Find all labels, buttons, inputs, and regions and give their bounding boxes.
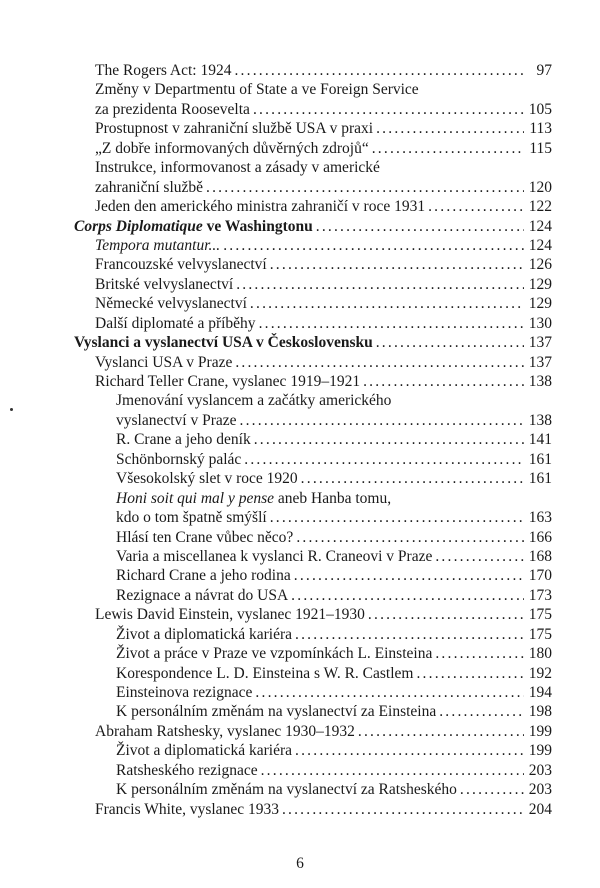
- toc-entry-title-text: Vyslanci USA v Praze: [95, 353, 233, 371]
- toc-entry-title-text: Richard Teller Crane, vyslanec 1919–1921: [95, 373, 361, 390]
- toc-entry: [95, 722, 552, 741]
- toc-dot-leader: [296, 528, 524, 547]
- toc-page-number: 137: [528, 353, 552, 371]
- toc-dot-leader: [372, 139, 524, 158]
- toc-dot-leader: [240, 411, 524, 430]
- toc-entry-title: [95, 722, 355, 741]
- toc-entry-title: [95, 275, 233, 294]
- toc-entry: [116, 761, 552, 780]
- toc-page-number: 175: [528, 625, 552, 643]
- toc-entry: [95, 294, 552, 313]
- toc-entry: [95, 178, 552, 197]
- toc-entry: [116, 566, 552, 585]
- toc-dot-leader: [368, 605, 524, 624]
- toc-entry: [95, 372, 552, 391]
- toc-entry-title-text: R. Crane a jeho deník: [116, 431, 251, 449]
- toc-entry-title: [95, 372, 360, 391]
- toc-row: [0, 508, 600, 527]
- toc-page-number: 161: [528, 450, 552, 468]
- toc-entry-title: [116, 528, 293, 547]
- toc-row: [0, 586, 600, 605]
- toc-row: [0, 722, 600, 741]
- toc-dot-leader: [376, 333, 524, 352]
- toc-page-number: 129: [528, 275, 552, 293]
- toc-entry-title-text: kdo o tom špatně smýšlí: [116, 509, 267, 527]
- toc-entry-title-text: K personálním změnám na vyslanectví za Einsteina: [116, 703, 437, 721]
- toc-entry: [95, 61, 552, 80]
- toc-dot-leader: [291, 586, 524, 605]
- toc-row: [0, 664, 600, 683]
- toc-page-number: 168: [528, 547, 552, 565]
- toc-entry-title-text: Honi soit qui mal y pense: [116, 489, 274, 507]
- toc-page-number: 113: [529, 120, 552, 138]
- toc-entry-title-text: Lewis David Einstein, vyslanec 1921–1930: [95, 606, 365, 624]
- toc-entry-title-text: Ratsheského rezignace: [116, 761, 258, 779]
- toc-page-number: 97: [536, 62, 552, 79]
- toc-dot-leader: [270, 255, 524, 274]
- toc-dot-leader: [254, 430, 524, 449]
- toc-page-number: 141: [528, 431, 552, 449]
- toc-entry-title: [116, 625, 292, 644]
- toc-entry-continuation: [95, 80, 419, 99]
- toc-row: [0, 217, 600, 236]
- toc-entry-title-text: Corps Diplomatique: [74, 217, 203, 235]
- toc-dot-leader: [295, 741, 524, 760]
- toc-entry-continuation: [95, 158, 380, 177]
- toc-row: [0, 644, 600, 663]
- toc-row: [0, 489, 600, 508]
- toc-entry-title: [95, 139, 369, 158]
- toc-dot-leader: [244, 450, 524, 469]
- toc-row: [0, 197, 600, 216]
- toc-entry-title-text: Život a práce v Praze ve vzpomínkách L. Einsteina: [116, 645, 433, 663]
- toc-entry-title: [116, 586, 288, 605]
- toc-entry-title: [116, 469, 298, 488]
- toc-dot-leader: [435, 644, 524, 663]
- toc-entry-title: [116, 702, 436, 721]
- toc-dot-leader: [416, 664, 524, 683]
- toc-page-number: 198: [528, 703, 552, 721]
- toc-entry-title-text: vyslanectví v Praze: [116, 411, 237, 429]
- toc-dot-leader: [255, 683, 524, 702]
- toc-page-number: 192: [528, 664, 552, 682]
- toc-dot-leader: [206, 178, 524, 197]
- toc-row: [0, 702, 600, 721]
- toc-dot-leader: [253, 100, 524, 119]
- toc-row: [0, 80, 600, 99]
- toc-row: [0, 294, 600, 313]
- toc-entry-title-text: Jeden den amerického ministra zahraničí v roce 1931: [95, 198, 426, 216]
- toc-dot-leader: [261, 761, 524, 780]
- toc-entry-title-text: K personálním změnám na vyslanectví za Ratsheského: [116, 781, 457, 799]
- toc-dot-leader: [435, 547, 524, 566]
- toc-entry: [95, 800, 552, 819]
- toc-entry-title-text: Život a diplomatická kariéra: [116, 742, 293, 760]
- toc-entry-title: [116, 411, 237, 430]
- toc-entry-title-text: Einsteinova rezignace: [116, 684, 253, 701]
- page-number: 6: [296, 855, 304, 872]
- toc-entry-continuation: [116, 489, 391, 508]
- toc-dot-leader: [428, 197, 524, 216]
- toc-page-number: 129: [528, 295, 552, 313]
- toc-entry-title: [116, 490, 391, 507]
- toc-entry-title-text: Instrukce, informovanost a zásady v americké: [95, 159, 380, 177]
- toc-dot-leader: [282, 800, 524, 819]
- toc-page-number: 166: [528, 528, 552, 546]
- toc-entry-title: [95, 353, 232, 372]
- toc-entry: [116, 702, 552, 721]
- toc-entry: [116, 683, 552, 702]
- toc-row: [0, 430, 600, 449]
- toc-page-number: 199: [528, 742, 552, 760]
- toc-entry: [116, 625, 552, 644]
- toc-row: [0, 625, 600, 644]
- toc-page-number: 115: [529, 139, 552, 157]
- table-of-contents: [0, 61, 600, 819]
- toc-page-number: 138: [528, 411, 552, 429]
- toc-entry-title-suffix: aneb Hanba tomu,: [274, 489, 392, 507]
- toc-entry-title: [95, 159, 380, 176]
- toc-entry-title-text: Abraham Ratshesky, vyslanec 1930–1932: [95, 722, 355, 740]
- toc-row: [0, 528, 600, 547]
- toc-dot-leader: [460, 780, 524, 799]
- toc-entry-title-text: Vyslanci a vyslanectví USA v Československu: [74, 334, 373, 352]
- toc-dot-leader: [270, 508, 524, 527]
- toc-entry-title-text: Hlásí ten Crane vůbec něco?: [116, 528, 294, 546]
- toc-dot-leader: [259, 314, 524, 333]
- toc-row: [0, 139, 600, 158]
- toc-row: [0, 236, 600, 255]
- toc-entry-title: [95, 314, 256, 333]
- toc-entry-title: [116, 430, 251, 449]
- toc-entry: [116, 664, 552, 683]
- toc-entry-title: [95, 255, 267, 274]
- toc-entry: [95, 100, 552, 119]
- toc-page-number: 204: [528, 800, 552, 818]
- toc-page-number: 124: [528, 236, 552, 254]
- toc-row: [0, 450, 600, 469]
- toc-entry-title-text: Rezignace a návrat do USA: [116, 586, 289, 604]
- toc-entry-title: [95, 197, 425, 216]
- toc-entry-title-text: Jmenování vyslancem a začátky amerického: [116, 392, 392, 410]
- toc-entry-title: [116, 508, 267, 527]
- toc-dot-leader: [376, 119, 524, 138]
- toc-row: [0, 683, 600, 702]
- toc-entry: [95, 605, 552, 624]
- toc-entry-title-text: za prezidenta Roosevelta: [95, 100, 250, 118]
- toc-row: [0, 158, 600, 177]
- toc-entry: [95, 255, 552, 274]
- toc-entry: [95, 353, 552, 372]
- toc-page-number: 180: [528, 645, 552, 663]
- toc-page-number: 138: [528, 373, 552, 390]
- toc-row: [0, 411, 600, 430]
- toc-entry-title-text: Tempora mutantur...: [95, 236, 221, 254]
- toc-page-number: 161: [528, 470, 552, 488]
- toc-entry-title-text: Britské velvyslanectví: [95, 275, 234, 293]
- toc-entry-title: [116, 547, 432, 566]
- toc-row: [0, 61, 600, 80]
- toc-page-number: 173: [528, 586, 552, 604]
- toc-entry-continuation: [116, 391, 391, 410]
- toc-dot-leader: [236, 275, 524, 294]
- toc-entry: [116, 780, 552, 799]
- toc-page-number: 120: [528, 178, 552, 196]
- toc-entry: [116, 644, 552, 663]
- toc-page-number: 170: [528, 567, 552, 585]
- toc-entry-title-text: Prostupnost v zahraniční službě USA v praxi: [95, 120, 374, 138]
- toc-entry-title: [116, 644, 432, 663]
- toc-entry-title: [116, 566, 291, 585]
- toc-row: [0, 119, 600, 138]
- toc-entry-title: [116, 392, 391, 409]
- toc-row: [0, 178, 600, 197]
- toc-dot-leader: [223, 236, 524, 255]
- toc-entry-title: [95, 100, 250, 119]
- toc-entry-title-text: The Rogers Act: 1924: [95, 62, 232, 79]
- toc-entry: [95, 314, 552, 333]
- toc-page-number: 122: [528, 198, 552, 216]
- toc-row: [0, 741, 600, 760]
- toc-row: [0, 333, 600, 352]
- toc-row: [0, 605, 600, 624]
- toc-row: [0, 566, 600, 585]
- toc-page-number: 105: [528, 100, 552, 118]
- toc-entry: [95, 236, 552, 255]
- toc-page-number: 124: [528, 217, 552, 235]
- toc-entry: [74, 217, 552, 236]
- toc-entry-title: [95, 236, 220, 255]
- toc-entry-title-text: Richard Crane a jeho rodina: [116, 567, 291, 585]
- toc-entry-title: [95, 178, 203, 197]
- toc-row: [0, 800, 600, 819]
- toc-entry: [74, 333, 552, 352]
- toc-entry-title-text: Varia a miscellanea k vyslanci R. Craneovi v Praze: [116, 547, 433, 565]
- toc-entry: [116, 469, 552, 488]
- toc-entry-title-text: Všesokolský slet v roce 1920: [116, 470, 298, 488]
- toc-dot-leader: [294, 566, 524, 585]
- toc-row: [0, 100, 600, 119]
- toc-entry-title: [95, 81, 419, 98]
- toc-dot-leader: [235, 353, 524, 372]
- toc-entry: [116, 508, 552, 527]
- toc-dot-leader: [358, 722, 524, 741]
- toc-entry: [116, 741, 552, 760]
- toc-entry-title: [116, 683, 252, 702]
- toc-entry: [116, 411, 552, 430]
- toc-row: [0, 469, 600, 488]
- toc-entry: [95, 275, 552, 294]
- toc-entry: [95, 197, 552, 216]
- toc-entry-title: [95, 61, 231, 80]
- toc-entry-title: [95, 119, 373, 138]
- toc-entry: [116, 547, 552, 566]
- toc-entry-title: [116, 780, 457, 799]
- toc-entry-title: [116, 450, 241, 469]
- toc-entry-title: [95, 294, 247, 313]
- toc-entry-title: [95, 800, 279, 819]
- toc-dot-leader: [250, 294, 524, 313]
- toc-page-number: 199: [528, 722, 552, 740]
- toc-entry: [116, 586, 552, 605]
- toc-entry-title: [116, 664, 413, 683]
- toc-entry-title-text: Francis White, vyslanec 1933: [95, 800, 279, 818]
- toc-dot-leader: [295, 625, 524, 644]
- toc-row: [0, 353, 600, 372]
- toc-entry-title-text: zahraniční službě: [95, 178, 204, 196]
- toc-row: [0, 372, 600, 391]
- toc-entry-title: [116, 761, 258, 780]
- toc-row: [0, 780, 600, 799]
- toc-dot-leader: [363, 372, 524, 391]
- toc-entry: [116, 430, 552, 449]
- toc-dot-leader: [301, 469, 524, 488]
- toc-entry-title: [74, 217, 313, 236]
- toc-row: [0, 761, 600, 780]
- toc-entry-title: [95, 605, 365, 624]
- toc-row: [0, 391, 600, 410]
- toc-page-number: 126: [528, 256, 552, 274]
- toc-page-number: 194: [528, 684, 552, 701]
- toc-row: [0, 275, 600, 294]
- toc-entry-title-text: Korespondence L. D. Einsteina s W. R. Castlem: [116, 664, 414, 682]
- toc-row: [0, 314, 600, 333]
- toc-row: [0, 547, 600, 566]
- toc-dot-leader: [439, 702, 524, 721]
- toc-row: [0, 255, 600, 274]
- toc-entry: [116, 528, 552, 547]
- toc-page-number: 175: [528, 606, 552, 624]
- toc-entry-title-text: Schönbornský palác: [116, 450, 242, 468]
- toc-entry-title: [116, 741, 292, 760]
- toc-entry: [95, 119, 552, 138]
- toc-dot-leader: [234, 61, 524, 80]
- toc-page-number: 137: [528, 334, 552, 352]
- toc-entry: [95, 139, 552, 158]
- toc-entry: [116, 450, 552, 469]
- toc-entry-title-text: Život a diplomatická kariéra: [116, 625, 293, 643]
- toc-entry-title-text: Další diplomaté a příběhy: [95, 314, 256, 332]
- toc-page-number: 130: [528, 314, 552, 332]
- toc-entry-title-text: „Z dobře informovaných důvěrných zdrojů“: [95, 139, 369, 157]
- toc-entry-title-text: Francouzské velvyslanectví: [95, 256, 267, 274]
- toc-entry-title-text: Německé velvyslanectví: [95, 295, 247, 313]
- toc-entry-title-suffix: ve Washingtonu: [202, 217, 313, 235]
- toc-page-number: 203: [528, 781, 552, 799]
- toc-dot-leader: [316, 217, 524, 236]
- toc-entry-title-text: Změny v Departmentu of State a ve Foreign Service: [95, 81, 419, 99]
- toc-page-number: 163: [528, 509, 552, 527]
- toc-page-number: 203: [528, 761, 552, 779]
- toc-entry-title: [74, 333, 373, 352]
